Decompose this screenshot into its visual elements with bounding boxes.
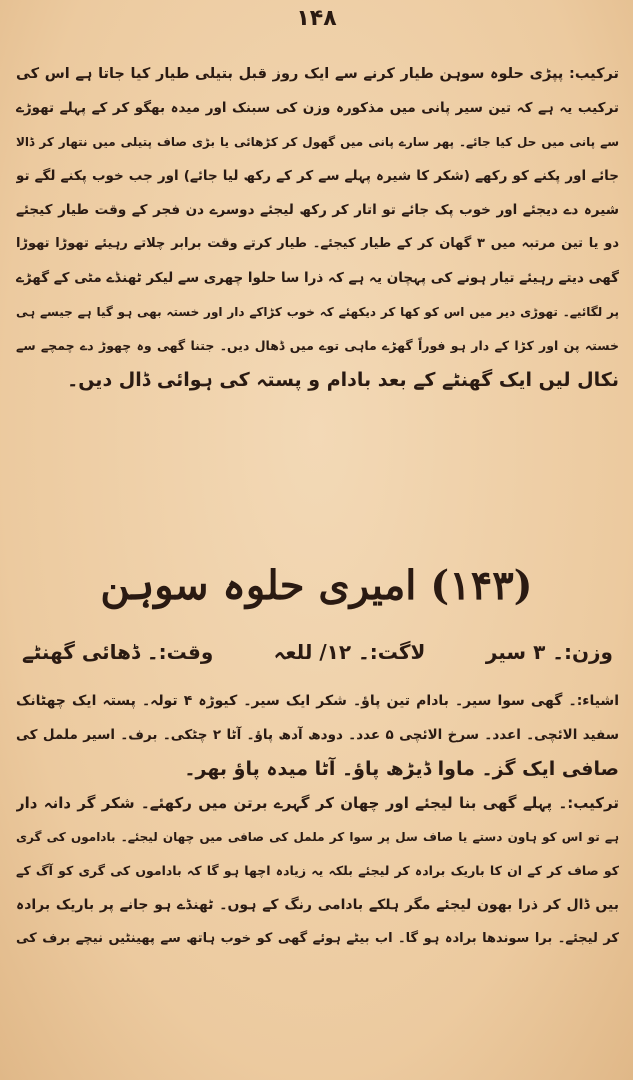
text-line: سے پانی میں حل کیا جائے۔ پھر سارے پانی میں گھول کر کڑھائی یا بڑی صاف پتیلی میں نتھار کر ڈالا — [16, 135, 619, 149]
text-line: ترکیب: پپڑی حلوہ سوہن طیار کرنے سے ایک روز قبل بتیلی طیار کیا جاتا ہے اس کی — [16, 66, 619, 82]
recipe-cost: لاگت:۔ ۱۲/ للعہ — [273, 640, 426, 664]
method-line: ترکیب:۔ پہلے گھی بنا لیجئے اور چھان کر گہرے برتن میں رکھئے۔ شکر گر دانہ دار — [16, 794, 619, 812]
preparation-paragraph — [16, 57, 619, 397]
text-line: پر لگائیے۔ تھوڑی دیر میں اس کو کھا کر دیکھئے کہ خوب کڑاکے دار اور خستہ بھی ہو گیا ہے جیسے ہی — [16, 305, 619, 319]
recipe-time: وقت:۔ ڈھائی گھنٹے — [22, 640, 214, 664]
recipe-meta — [22, 640, 613, 664]
text-line: جائے اور پکنے کو رکھے (شکر کا شیرہ پہلے سے کر کے رکھ لیا جائے) اور جب خوب پکنے لگے تو — [16, 168, 619, 184]
recipe-title: (۱۴۳) امیری حلوہ سوہن — [100, 562, 533, 609]
method-line: بیں ڈال کر ذرا بھون لیجئے مگر ہلکے بادامی رنگ کے ہوں۔ ٹھنڈے ہو جانے پر باریک برادہ — [16, 897, 619, 913]
method-line: کر لیجئے۔ برا سوندھا برادہ ہو گا۔ اب بیٹے ہوئے گھی کو خوب ہاتھ سے پھینٹیں نیچے برف کی — [16, 931, 619, 946]
text-line: گھی دیتے رہیئے تیار ہونے کی پہچان یہ ہے کہ ذرا سا حلوا چھری سے لیکر ٹھنڈے مٹی کے گھڑے — [16, 270, 619, 286]
page-number: ۱۴۸ — [296, 6, 337, 31]
text-line: دو یا تین مرتبہ میں ۳ گھان کر کے طیار کیجئے۔ طیار کرتے وقت برابر چلاتے رہیئے تھوڑا تھوڑا — [16, 236, 619, 251]
ingredients-line: سفید الائچی۔ اعدد۔ سرخ الائچی ۵ عدد۔ دودھ آدھ پاؤ۔ آٹا ۲ چٹکی۔ برف۔ اسیر ململ کی — [16, 727, 619, 743]
text-line: خستہ پن اور کڑا کے دار ہو فوراً گھڑے ماہی توے میں ڈھال دیں۔ جتنا گھی وہ چھوڑ دے چمچے سے — [16, 338, 619, 353]
ingredients-line: اشیاء:۔ گھی سوا سیر۔ بادام تین پاؤ۔ شکر ایک سیر۔ کیوڑہ ۴ تولہ۔ پستہ ایک چھٹانک — [16, 693, 619, 709]
recipe-weight: وزن:۔ ۳ سیر — [485, 640, 613, 664]
ingredients-line: صافی ایک گز۔ ماوا ڈیڑھ پاؤ۔ آٹا میدہ پاؤ بھر۔ — [184, 758, 619, 780]
method-line: ہے تو اس کو ہاون دستے یا صاف سل پر سوا کر ململ کی صافی میں چھان لیجئے۔ باداموں کی گری — [16, 830, 619, 844]
method-line: کو صاف کر کے ان کا باریک برادہ کر لیجئے بلکہ یہ زیادہ اچھا ہو گا کہ باداموں کی گری کو آگ کے — [16, 863, 619, 878]
text-line: ترکیب یہ ہے کہ تین سیر پانی میں مذکورہ وزن کی سبنک اور میدہ بھگو کر کے پہلے تھوڑے — [16, 100, 619, 116]
text-line: نکال لیں ایک گھنٹے کے بعد بادام و پستہ کی ہوائی ڈال دیں۔ — [67, 369, 619, 391]
recipe-body — [16, 684, 619, 956]
text-line: شیرہ دے دیجئے اور خوب پک جائے تو اتار کر رکھ لیجئے دوسرے دن فجر کے وقت طیار کیجئے — [16, 202, 619, 218]
